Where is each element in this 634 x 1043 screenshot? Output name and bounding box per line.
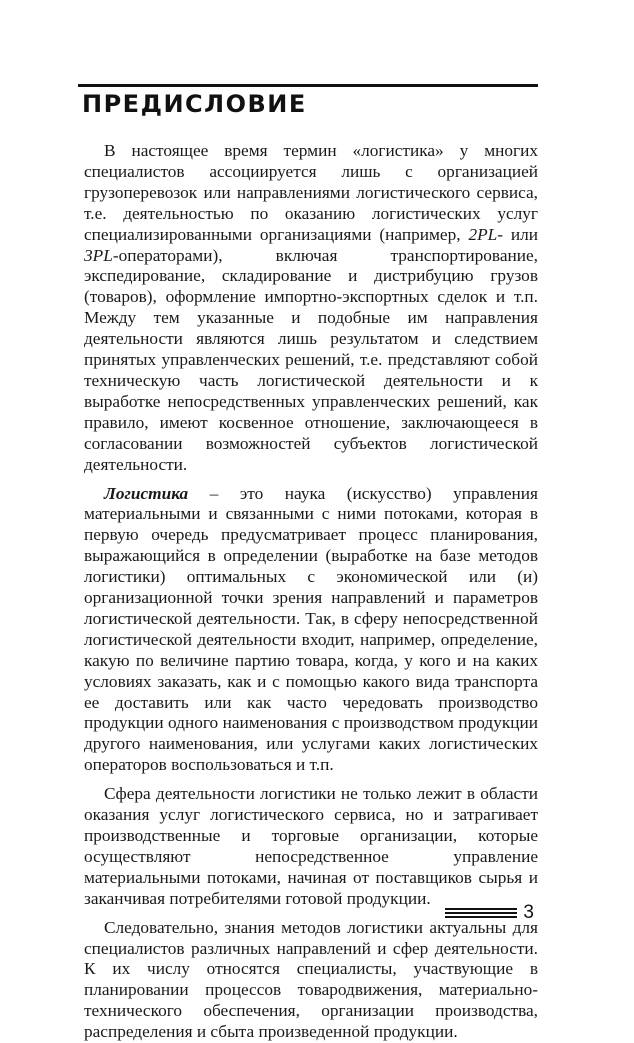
term-logistics: Логистика bbox=[104, 483, 189, 503]
abbr-2pl: 2PL bbox=[468, 224, 498, 244]
abbr-3pl: 3PL bbox=[84, 245, 113, 265]
paragraph-2 bbox=[84, 484, 538, 777]
header-rule bbox=[78, 84, 538, 87]
page-footer bbox=[445, 903, 534, 922]
paragraph-1-text-a: В настоящее время термин «логистика» у многих специалистов ассоциируется лишь с организацией грузоперевозок или направлениями логистического сервиса, т.е. деятельностью по оказанию логистических услуг специализированными организациями (например, bbox=[84, 141, 538, 244]
paragraph-3: Сфера деятельности логистики не только лежит в области оказания услуг логистического сервиса, но и затрагивает производственные и торговые организации, которые осуществляют непосредственное управление материальными потоками, начиная от поставщиков сырья и заканчивая потребителями готовой продукции. bbox=[84, 784, 538, 908]
page-number: 3 bbox=[523, 902, 534, 923]
paragraph-1-text-c: -операторами), включая транспортирование, экспедирование, складирование и дистрибуцию грузов (товаров), оформление импортно-экспортных сделок и т.п. Между тем указанные и подобные им направления деятельности являются лишь результатом и следствием принятых управленческих решений, т.е. представляют собой техническую часть логистической деятельности и к выработке непосредственных управленческих решений, как правило, имеют косвенное отношение, заключающееся в согласовании возможностей субъектов логистической деятельности. bbox=[84, 245, 538, 474]
paragraph-4: Следовательно, знания методов логистики актуальны для специалистов различных направлений и сфер деятельности. К их числу относятся специалисты, участвующие в планировании процессов товародвижения, материально-технического обеспечения, организации производства, распределения и сбыта произведенной продукции. bbox=[84, 917, 538, 1042]
paragraph-1 bbox=[84, 141, 538, 476]
page-title: ПРЕДИСЛОВИЕ bbox=[82, 90, 307, 118]
footer-rule-decoration bbox=[445, 908, 517, 918]
paragraph-1-text-b: - или bbox=[497, 224, 538, 244]
paragraph-2-text: – это наука (искусство) управления материальными и связанными с ними потоками, которая в первую очередь предусматривает процесс планирования, выражающийся в определении (выработке на базе методов логистики) оптимальных с экономической или (и) организационной точки зрения направлений и параметров логистической деятельности. Так, в сферу непосредственной логистической деятельности входит, например, определение, какую по величине партию товара, когда, у кого и на каких условиях заказать, как и с помощью какого вида транспорта ее доставить или как часто чередовать производство продукции одного наименования с производством продукции другого наименования, или услугами каких логистических операторов воспользоваться и т.п. bbox=[84, 483, 538, 775]
